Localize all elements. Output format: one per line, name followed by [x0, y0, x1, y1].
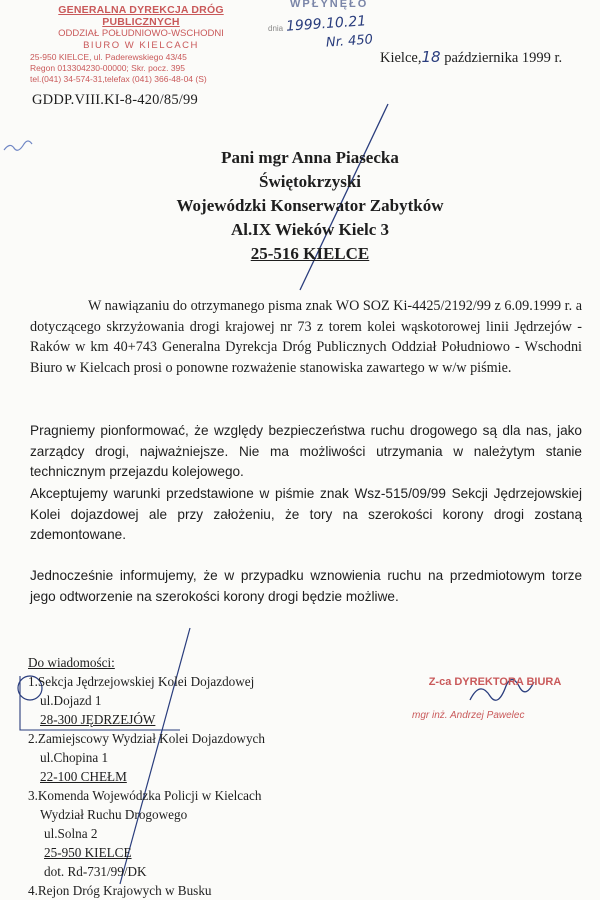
distribution-item	[28, 672, 328, 729]
distribution-item	[28, 786, 328, 881]
received-stamp	[268, 0, 388, 50]
distribution-item-street: ul.Chopina 1	[40, 750, 109, 765]
place-date	[380, 48, 562, 67]
margin-squiggle	[4, 141, 32, 150]
body-paragraph: Pragniemy pionformować, że względy bezpieczeństwa ruchu drogowego są dla nas, jako zarządcy drogi, najważniejsze. Nie ma możliwości utrzymania w należytym stanie technicznym przejazdu kolejowego.	[30, 423, 582, 479]
place-month-year: października 1999 r.	[444, 50, 563, 66]
distribution-item-city: 22-100 CHEŁM	[40, 769, 127, 784]
addressee-street: Al.IX Wieków Kielc 3	[230, 220, 390, 239]
distribution-item-street: Wydział Ruchu Drogowego	[40, 807, 188, 822]
distribution-list	[28, 653, 328, 900]
signature-role: Z-ca DYREKTORA BIURA	[428, 676, 562, 688]
body-paragraph: W nawiązaniu do otrzymanego pisma znak WO SOZ Ki-4425/2192/99 z 6.09.1999 r. a dotyczącego skrzyżowania drogi krajowej nr 73 z torem kolei wąskotorowej linii Jędrzejów - Raków w km 40+743 Generalna Dyrekcja Dróg Publicznych Oddział Południowo - Wschodni Biuro w Kielcach prosi o ponowne rozważenie stanowiska zawartego w w/w piśmie.	[30, 298, 582, 376]
received-date: 1999.10.21	[285, 13, 367, 35]
distribution-item-street2: ul.Solna 2	[44, 826, 98, 841]
place-day: 18	[421, 48, 441, 66]
distribution-item-name: 2.Zamiejscowy Wydział Kolei Dojazdowych	[28, 731, 266, 746]
signature-name: mgr inż. Andrzej Pawelec	[412, 710, 525, 721]
distribution-item	[28, 881, 328, 900]
distribution-item	[28, 729, 328, 786]
addressee-city: 25-516 KIELCE	[250, 244, 370, 263]
addressee-block	[140, 146, 480, 266]
letterhead-phone: tel.(041) 34-574-31,telefax (041) 366-48-04 (S)	[30, 74, 207, 84]
letterhead-line: GENERALNA DYREKCJA DRÓG PUBLICZNYCH	[58, 4, 224, 28]
letterhead-address: 25-950 KIELCE, ul. Paderewskiego 43/45	[30, 52, 187, 62]
distribution-item-ref: dot. Rd-731/99/DK	[44, 864, 147, 879]
letterhead-line: ODDZIAŁ POŁUDNIOWO-WSCHODNI	[58, 28, 224, 39]
letterhead-regon: Regon 013304230-00000; Skr. pocz. 395	[30, 63, 186, 73]
received-date-label: dnia	[268, 24, 284, 33]
body-paragraph: Akceptujemy warunki przedstawione w piśmie znak Wsz-515/09/99 Sekcji Jędrzejowskiej Kolei dojazdowej ale przy założeniu, że tory na szerokości korony drogi zostaną zdemontowane.	[30, 486, 582, 542]
distribution-item-city: 28-300 JĘDRZEJÓW	[40, 712, 156, 727]
distribution-item-name: 4.Rejon Dróg Krajowych w Busku	[28, 883, 212, 898]
letterhead-line: BIURO W KIELCACH	[83, 40, 199, 51]
letterhead-stamp	[26, 4, 256, 85]
addressee-title: Świętokrzyski	[259, 172, 361, 191]
received-heading: WPŁYNĘŁO	[290, 0, 369, 10]
distribution-title: Do wiadomości:	[28, 655, 115, 670]
received-number: Nr. 450	[325, 32, 374, 51]
place-city: Kielce,	[380, 50, 422, 66]
addressee-title: Wojewódzki Konserwator Zabytków	[176, 196, 444, 215]
distribution-item-name: 1.Sekcja Jędrzejowskiej Kolei Dojazdowej	[28, 674, 255, 689]
signature-stamp	[410, 676, 580, 721]
distribution-item-name: 3.Komenda Wojewódzka Policji w Kielcach	[28, 788, 262, 803]
addressee-name: Pani mgr Anna Piasecka	[221, 148, 399, 167]
distribution-item-city: 25-950 KIELCE	[44, 845, 132, 860]
distribution-item-street: ul.Dojazd 1	[40, 693, 102, 708]
body-paragraph: Jednocześnie informujemy, że w przypadku wznowienia ruchu na przedmiotowym torze jego odtworzenie na szerokości korony drogi będzie możliwe.	[30, 568, 582, 604]
reference-number: GDDP.VIII.KI-8-420/85/99	[32, 92, 198, 108]
